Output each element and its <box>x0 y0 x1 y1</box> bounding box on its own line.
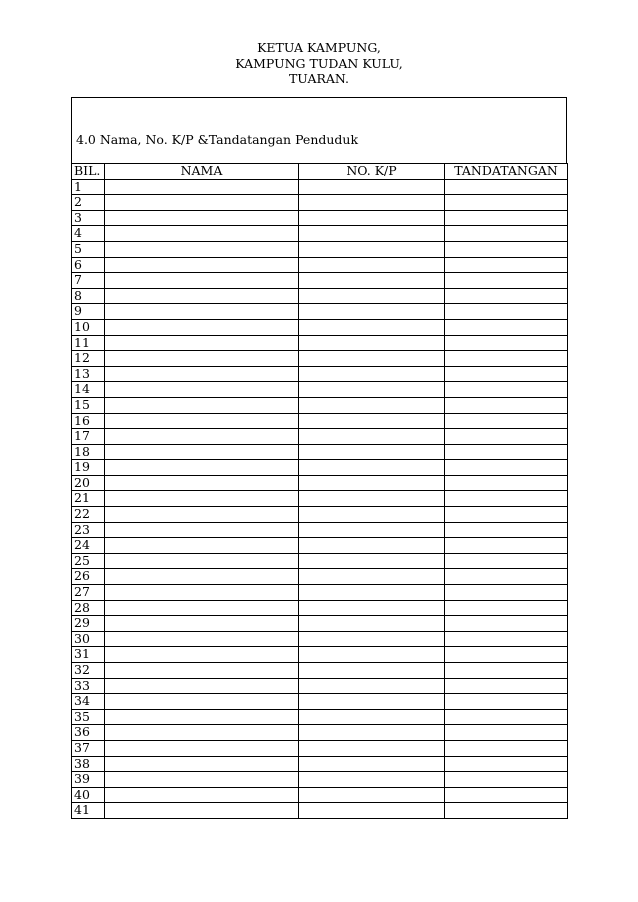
name-cell[interactable] <box>105 600 299 616</box>
kp-cell[interactable] <box>299 678 445 694</box>
name-cell[interactable] <box>105 725 299 741</box>
table-row <box>72 663 568 679</box>
row-number: 40 <box>72 787 105 803</box>
signature-cell[interactable] <box>445 772 568 788</box>
signature-cell[interactable] <box>445 803 568 819</box>
table-row <box>72 709 568 725</box>
row-number: 11 <box>72 335 105 351</box>
table-header-row <box>72 164 568 180</box>
row-number: 28 <box>72 600 105 616</box>
kp-cell[interactable] <box>299 413 445 429</box>
document-header <box>0 40 638 87</box>
row-number: 10 <box>72 319 105 335</box>
row-number: 39 <box>72 772 105 788</box>
kp-cell[interactable] <box>299 740 445 756</box>
row-number: 24 <box>72 538 105 554</box>
row-number: 23 <box>72 522 105 538</box>
signature-cell[interactable] <box>445 740 568 756</box>
name-cell[interactable] <box>105 709 299 725</box>
signature-cell[interactable] <box>445 241 568 257</box>
name-cell[interactable] <box>105 475 299 491</box>
name-cell[interactable] <box>105 507 299 523</box>
table-row <box>72 319 568 335</box>
signature-cell[interactable] <box>445 507 568 523</box>
signature-cell[interactable] <box>445 663 568 679</box>
table-row <box>72 210 568 226</box>
table-row <box>72 756 568 772</box>
kp-cell[interactable] <box>299 444 445 460</box>
kp-cell[interactable] <box>299 725 445 741</box>
signature-cell[interactable] <box>445 444 568 460</box>
kp-cell[interactable] <box>299 756 445 772</box>
name-cell[interactable] <box>105 538 299 554</box>
kp-cell[interactable] <box>299 647 445 663</box>
kp-cell[interactable] <box>299 787 445 803</box>
row-number: 33 <box>72 678 105 694</box>
section-box <box>71 97 567 163</box>
table-row <box>72 772 568 788</box>
name-cell[interactable] <box>105 663 299 679</box>
name-cell[interactable] <box>105 553 299 569</box>
row-number: 6 <box>72 257 105 273</box>
kp-cell[interactable] <box>299 694 445 710</box>
header-line-1: KETUA KAMPUNG, <box>257 40 381 55</box>
name-cell[interactable] <box>105 210 299 226</box>
row-number: 21 <box>72 491 105 507</box>
row-number: 17 <box>72 429 105 445</box>
kp-cell[interactable] <box>299 663 445 679</box>
table-row <box>72 631 568 647</box>
table-row <box>72 288 568 304</box>
name-cell[interactable] <box>105 631 299 647</box>
row-number: 25 <box>72 553 105 569</box>
name-cell[interactable] <box>105 429 299 445</box>
row-number: 4 <box>72 226 105 242</box>
signature-cell[interactable] <box>445 195 568 211</box>
name-cell[interactable] <box>105 444 299 460</box>
table-body <box>72 179 568 818</box>
resident-table <box>71 163 568 819</box>
kp-cell[interactable] <box>299 257 445 273</box>
kp-cell[interactable] <box>299 569 445 585</box>
name-cell[interactable] <box>105 179 299 195</box>
row-number: 22 <box>72 507 105 523</box>
table-row <box>72 647 568 663</box>
kp-cell[interactable] <box>299 522 445 538</box>
row-number: 26 <box>72 569 105 585</box>
column-header-nama: NAMA <box>105 164 299 180</box>
kp-cell[interactable] <box>299 179 445 195</box>
signature-cell[interactable] <box>445 319 568 335</box>
row-number: 14 <box>72 382 105 398</box>
table-row <box>72 273 568 289</box>
signature-cell[interactable] <box>445 335 568 351</box>
table-row <box>72 226 568 242</box>
name-cell[interactable] <box>105 694 299 710</box>
kp-cell[interactable] <box>299 709 445 725</box>
table-row <box>72 195 568 211</box>
kp-cell[interactable] <box>299 241 445 257</box>
signature-cell[interactable] <box>445 647 568 663</box>
table-row <box>72 553 568 569</box>
name-cell[interactable] <box>105 522 299 538</box>
kp-cell[interactable] <box>299 273 445 289</box>
column-header-tandatangan: TANDATANGAN <box>445 164 568 180</box>
signature-cell[interactable] <box>445 429 568 445</box>
table-row <box>72 241 568 257</box>
kp-cell[interactable] <box>299 366 445 382</box>
table-row <box>72 694 568 710</box>
row-number: 30 <box>72 631 105 647</box>
name-cell[interactable] <box>105 397 299 413</box>
kp-cell[interactable] <box>299 538 445 554</box>
kp-cell[interactable] <box>299 772 445 788</box>
signature-cell[interactable] <box>445 553 568 569</box>
signature-cell[interactable] <box>445 600 568 616</box>
signature-cell[interactable] <box>445 569 568 585</box>
signature-cell[interactable] <box>445 538 568 554</box>
kp-cell[interactable] <box>299 351 445 367</box>
table-row <box>72 179 568 195</box>
signature-cell[interactable] <box>445 522 568 538</box>
name-cell[interactable] <box>105 288 299 304</box>
table-row <box>72 787 568 803</box>
row-number: 27 <box>72 585 105 601</box>
kp-cell[interactable] <box>299 491 445 507</box>
table-row <box>72 678 568 694</box>
table-row <box>72 397 568 413</box>
signature-cell[interactable] <box>445 631 568 647</box>
signature-cell[interactable] <box>445 382 568 398</box>
name-cell[interactable] <box>105 460 299 476</box>
row-number: 32 <box>72 663 105 679</box>
name-cell[interactable] <box>105 647 299 663</box>
signature-cell[interactable] <box>445 616 568 632</box>
table-row <box>72 803 568 819</box>
table-row <box>72 740 568 756</box>
signature-cell[interactable] <box>445 413 568 429</box>
row-number: 31 <box>72 647 105 663</box>
table-row <box>72 616 568 632</box>
header-line-3: TUARAN. <box>288 71 350 86</box>
row-number: 37 <box>72 740 105 756</box>
signature-cell[interactable] <box>445 179 568 195</box>
row-number: 5 <box>72 241 105 257</box>
signature-cell[interactable] <box>445 351 568 367</box>
kp-cell[interactable] <box>299 195 445 211</box>
row-number: 36 <box>72 725 105 741</box>
row-number: 15 <box>72 397 105 413</box>
row-number: 19 <box>72 460 105 476</box>
table-row <box>72 382 568 398</box>
table-row <box>72 475 568 491</box>
name-cell[interactable] <box>105 195 299 211</box>
signature-cell[interactable] <box>445 491 568 507</box>
name-cell[interactable] <box>105 351 299 367</box>
table-row <box>72 491 568 507</box>
signature-cell[interactable] <box>445 273 568 289</box>
row-number: 41 <box>72 803 105 819</box>
header-line-2: KAMPUNG TUDAN KULU, <box>235 55 403 71</box>
name-cell[interactable] <box>105 304 299 320</box>
table-row <box>72 257 568 273</box>
kp-cell[interactable] <box>299 335 445 351</box>
signature-cell[interactable] <box>445 226 568 242</box>
signature-cell[interactable] <box>445 694 568 710</box>
kp-cell[interactable] <box>299 210 445 226</box>
name-cell[interactable] <box>105 257 299 273</box>
table-row <box>72 351 568 367</box>
name-cell[interactable] <box>105 787 299 803</box>
name-cell[interactable] <box>105 226 299 242</box>
row-number: 29 <box>72 616 105 632</box>
table-row <box>72 460 568 476</box>
signature-cell[interactable] <box>445 288 568 304</box>
signature-cell[interactable] <box>445 304 568 320</box>
column-header-no-kp: NO. K/P <box>299 164 445 180</box>
signature-cell[interactable] <box>445 210 568 226</box>
kp-cell[interactable] <box>299 616 445 632</box>
name-cell[interactable] <box>105 335 299 351</box>
kp-cell[interactable] <box>299 803 445 819</box>
column-header-bil: BIL. <box>72 164 105 180</box>
kp-cell[interactable] <box>299 600 445 616</box>
row-number: 35 <box>72 709 105 725</box>
kp-cell[interactable] <box>299 631 445 647</box>
name-cell[interactable] <box>105 413 299 429</box>
kp-cell[interactable] <box>299 585 445 601</box>
name-cell[interactable] <box>105 319 299 335</box>
table-row <box>72 444 568 460</box>
table-row <box>72 522 568 538</box>
kp-cell[interactable] <box>299 382 445 398</box>
table-row <box>72 413 568 429</box>
row-number: 38 <box>72 756 105 772</box>
table-row <box>72 429 568 445</box>
row-number: 1 <box>72 179 105 195</box>
kp-cell[interactable] <box>299 319 445 335</box>
section-title: 4.0 Nama, No. K/P &Tandatangan Penduduk <box>76 132 359 147</box>
row-number: 20 <box>72 475 105 491</box>
signature-cell[interactable] <box>445 460 568 476</box>
table-row <box>72 507 568 523</box>
row-number: 2 <box>72 195 105 211</box>
table-row <box>72 304 568 320</box>
signature-cell[interactable] <box>445 787 568 803</box>
row-number: 7 <box>72 273 105 289</box>
name-cell[interactable] <box>105 772 299 788</box>
signature-cell[interactable] <box>445 709 568 725</box>
kp-cell[interactable] <box>299 288 445 304</box>
name-cell[interactable] <box>105 756 299 772</box>
signature-cell[interactable] <box>445 725 568 741</box>
signature-cell[interactable] <box>445 475 568 491</box>
name-cell[interactable] <box>105 616 299 632</box>
table-row <box>72 585 568 601</box>
table-row <box>72 569 568 585</box>
table-row <box>72 366 568 382</box>
kp-cell[interactable] <box>299 460 445 476</box>
signature-cell[interactable] <box>445 257 568 273</box>
row-number: 34 <box>72 694 105 710</box>
name-cell[interactable] <box>105 585 299 601</box>
name-cell[interactable] <box>105 273 299 289</box>
name-cell[interactable] <box>105 803 299 819</box>
signature-cell[interactable] <box>445 756 568 772</box>
row-number: 18 <box>72 444 105 460</box>
kp-cell[interactable] <box>299 397 445 413</box>
row-number: 12 <box>72 351 105 367</box>
row-number: 16 <box>72 413 105 429</box>
row-number: 13 <box>72 366 105 382</box>
kp-cell[interactable] <box>299 507 445 523</box>
row-number: 9 <box>72 304 105 320</box>
table-row <box>72 335 568 351</box>
kp-cell[interactable] <box>299 475 445 491</box>
kp-cell[interactable] <box>299 226 445 242</box>
table-row <box>72 538 568 554</box>
name-cell[interactable] <box>105 678 299 694</box>
name-cell[interactable] <box>105 740 299 756</box>
signature-cell[interactable] <box>445 366 568 382</box>
kp-cell[interactable] <box>299 304 445 320</box>
table-row <box>72 600 568 616</box>
signature-cell[interactable] <box>445 397 568 413</box>
row-number: 8 <box>72 288 105 304</box>
name-cell[interactable] <box>105 491 299 507</box>
row-number: 3 <box>72 210 105 226</box>
name-cell[interactable] <box>105 366 299 382</box>
name-cell[interactable] <box>105 569 299 585</box>
kp-cell[interactable] <box>299 553 445 569</box>
table-row <box>72 725 568 741</box>
kp-cell[interactable] <box>299 429 445 445</box>
signature-cell[interactable] <box>445 585 568 601</box>
name-cell[interactable] <box>105 241 299 257</box>
signature-cell[interactable] <box>445 678 568 694</box>
name-cell[interactable] <box>105 382 299 398</box>
